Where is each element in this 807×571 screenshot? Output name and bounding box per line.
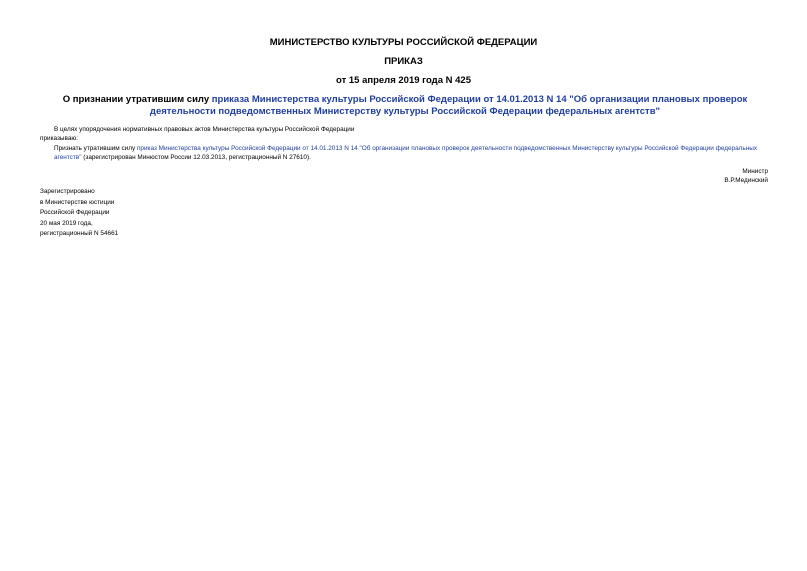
signature-position: Министр xyxy=(742,168,768,175)
ministry-heading: МИНИСТЕРСТВО КУЛЬТУРЫ РОССИЙСКОЙ ФЕДЕРАЦИИ xyxy=(269,37,538,48)
doc-type-heading: ПРИКАЗ xyxy=(384,56,423,67)
preamble-line-1: В целях упорядочения нормативных правовых актов Министерства культуры Российской Федерации xyxy=(54,126,355,133)
date-number-heading: от 15 апреля 2019 года N 425 xyxy=(336,75,471,86)
registration-line-4: 20 мая 2019 года, xyxy=(40,219,93,227)
title-link[interactable]: приказа Министерства культуры Российской Федерации от 14.01.2013 N 14 "Об организации плановых проверок деятельности подведомственных Министерству культуры Российской Федерации федеральных агентств" xyxy=(149,94,748,117)
registration-block xyxy=(40,188,118,239)
title-prefix: О признании утратившим силу xyxy=(62,94,212,105)
registration-line-3: Российской Федерации xyxy=(40,209,110,217)
registration-line-2: в Министерстве юстиции xyxy=(40,198,115,206)
registration-line-1: Зарегистрировано xyxy=(40,188,95,195)
signature-name: В.Р.Мединский xyxy=(724,177,768,184)
preamble-line-2: приказываю: xyxy=(40,135,78,142)
registration-line-5: регистрационный N 54661 xyxy=(40,230,119,238)
order-prefix: Признать утратившим силу xyxy=(54,145,137,152)
document-title xyxy=(40,94,770,118)
order-suffix: (зарегистрирован Минюстом России 12.03.2013, регистрационный N 27610). xyxy=(81,153,311,161)
order-paragraph xyxy=(40,145,786,162)
order-link[interactable]: приказ Министерства культуры Российской Федерации от 14.01.2013 N 14 "Об организации плановых проверок деятельности подведомственных Министерству культуры Российской Федерации федеральных агентств" xyxy=(54,145,758,161)
